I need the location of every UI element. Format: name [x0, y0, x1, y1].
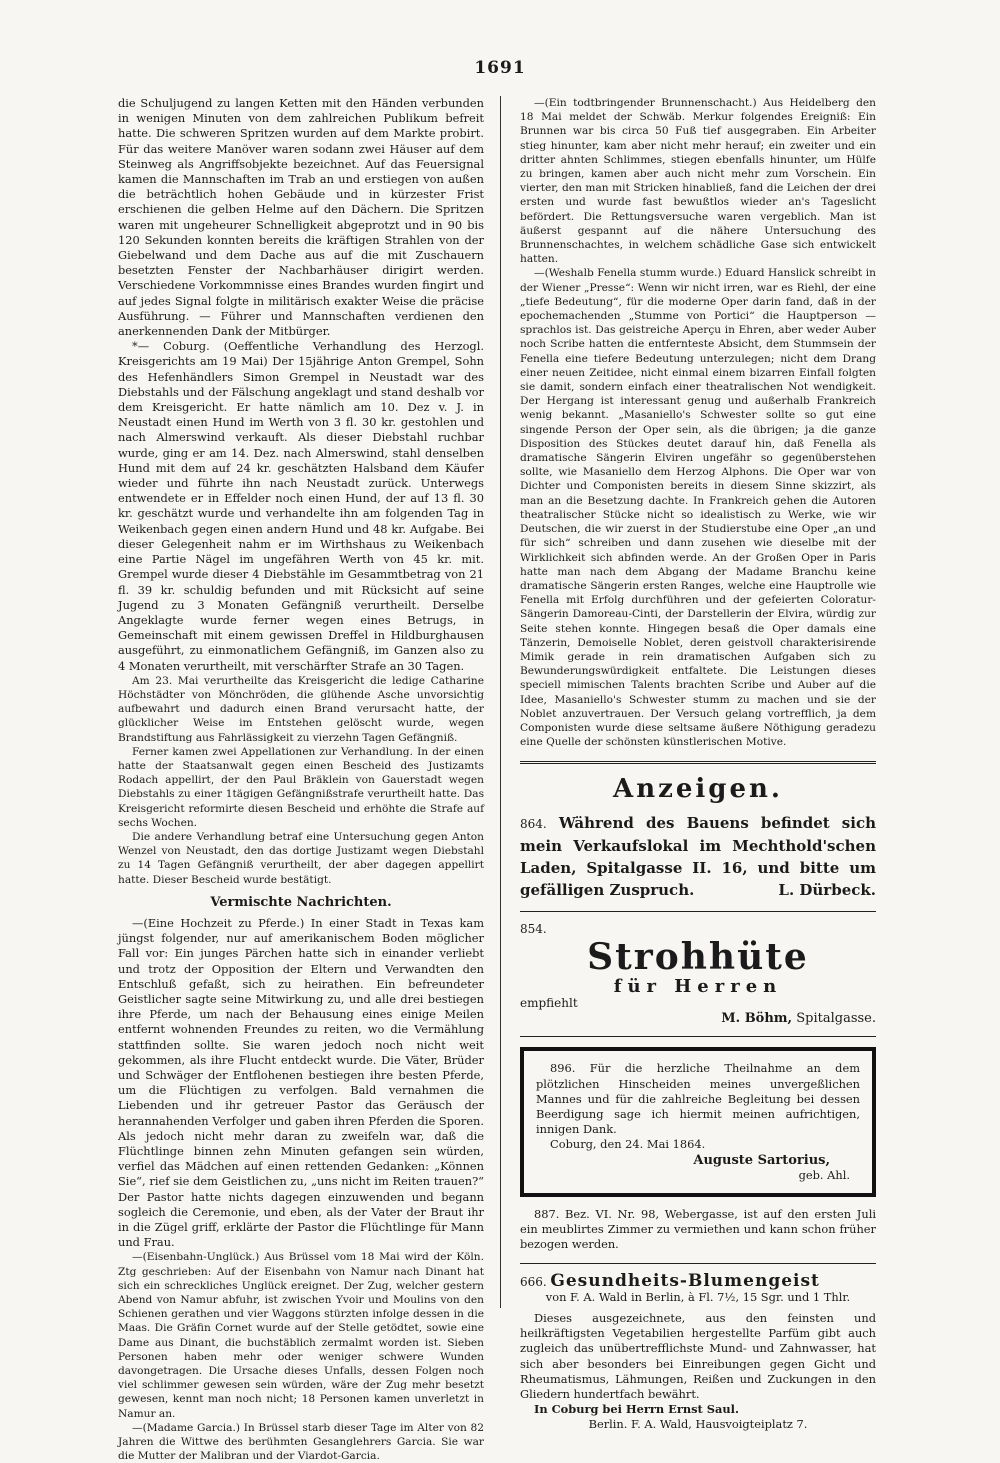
ad-854-signature: M. Böhm, [721, 1011, 793, 1027]
ad-896-place: Coburg, den 24. Mai 1864. [550, 1137, 706, 1152]
article-fenella: —(Weshalb Fenella stumm wurde.) Eduard Hanslick schreibt in der Wiener „Presse“: Wenn wir nicht irren, war es Riehl, der eine „tiefe Bedeutung“, für die moderne Oper darin fand, daß in der epochemachenden „Stumme von Portici“ die Hauptperson — sprachlos ist. Das geistreiche Aperçu in Ehren, aber weder Auber noch Scribe hatten die entfernteste Absicht, dem Stummsein der Fenella eine tiefere Bedeutung unterzulegen; nicht dem Drang einer neuen Zeitidee, nicht einmal einem bizarren Einfall folgten sie damit, sondern einfach einer theatralischen Not wendigkeit. Der Hergang ist interessant genug und außerhalb Frankreich wenig bekannt. „Masaniello's Schwester sollte so gut eine singende Person der Oper sein, als die übrigen; ja die ganze Disposition des Stückes deutet darauf hin, daß Fenella als dramatische Sängerin Elviren ungefähr so gegenüberstehen sollte, wie Masaniello dem Herzog Alphons. Die Oper war von Dichter und Componisten bereits in diesem Sinne skizzirt, als man an die Besetzung dachte. In Frankreich gehen die Autoren theatralischer Stücke nicht so idealistisch zu Werke, wie wir Deutschen, die wir zuerst in der Studierstube eine Oper „an und für sich“ schreiben und dann zusehen wie dieselbe mit der Wirklichkeit sich abfinden werde. An der Großen Oper in Paris hatte man nach dem Abgang der Madame Branchu keine dramatische Sängerin ersten Ranges, welche eine Hauptrolle wie Fenella mit Erfolg durchführen und der gefeierten Coloratur-Sängerin Damoreau-Cinti, der Darstellerin der Elvira, würdig zur Seite stehen konnte. Hingegen besaß die Oper damals eine Tänzerin, Demoiselle Noblet, deren geistvoll charakterisirende Mimik gerade in rein dramatischen Aufgaben sich zu Bewunderungswürdigkeit entfaltete. Die Leistungen dieses speciell mimischen Talents brachten Scribe und Auber auf die Idee, Masaniello's Schwester stumm zu machen und sie der Noblet anzuvertrauen. Der Versuch gelang vortrefflich, ja dem Componisten wurde diese seltsame äußere Nöthigung geradezu eine Quelle der schönsten künstlerischen Motive. [520, 267, 876, 749]
ad-666-title: Gesundheits-Blumengeist [550, 1270, 820, 1291]
ad-666 [520, 1270, 876, 1433]
article-wedding-horseback: —(Eine Hochzeit zu Pferde.) In einer Stadt in Texas kam jüngst folgender, nur auf amerikanischem Boden möglicher Fall vor: Ein junges Pärchen hatte sich in einander verliebt und trotz der Opposition der Eltern und Verwandten den Entschluß gefaßt, sich zu heirathen. Ein befreundeter Geistlicher sagte seine Mitwirkung zu, und alle drei bestiegen ihre Pferde, um nach der Behausung eines einige Meilen entfernt wohnenden Freundes zu reiten, wo die Vermählung stattfinden sollte. Sie waren jedoch noch nicht weit gekommen, als ihre Flucht entdeckt wurde. Die Väter, Brüder und Schwäger der Entflohenen bestiegen ihre besten Pferde, um die Flüchtigen zu verfolgen. Bald vernahmen die Liebenden und ihr getreuer Pastor das Geräusch der herannahenden Verfolger und gaben ihren Pferden die Sporen. Als jedoch nicht mehr daran zu zweifeln war, daß die Flüchtlinge binnen zehn Minuten gefangen sein würden, verfiel das Mädchen auf einen rettenden Gedanken: „Können Sie“, rief sie dem Geistlichen zu, „uns nicht im Reiten trauen?“ Der Pastor hatte nichts dagegen einzuwenden und begann sogleich die Ceremonie, und eben, als der Vater der Braut ihr in die Zügel griff, erklärte der Pastor die Flüchtlinge für Mann und Frau. [118, 915, 484, 1250]
left-column [118, 96, 484, 1463]
ad-666-number: 666. [520, 1274, 547, 1289]
article-court-may23: Am 23. Mai verurtheilte das Kreisgericht die ledige Catharine Höchstädter von Mönchröden, die glühende Asche unvorsichtig aufbewahrt und dadurch einen Brand verursacht hatte, der glücklicher Weise im Entstehen gelöscht wurde, wegen Brandstiftung aus Fahrlässigkeit zu vierzehn Tagen Gefängniß. [118, 674, 484, 744]
ad-887: 887. Bez. VI. Nr. 98, Webergasse, ist auf den ersten Juli ein meublirtes Zimmer zu vermiethen und kann schon früher bezogen werden. [520, 1206, 876, 1252]
ad-854-title: Strohhüte [587, 935, 809, 978]
ad-864-signature: L. Dürbeck. [778, 880, 876, 899]
ad-896-signature-line2: geb. Ahl. [798, 1167, 850, 1182]
article-wenzel: Die andere Verhandlung betraf eine Untersuchung gegen Anton Wenzel von Neustadt, den das dortige Justizamt wegen Diebstahl zu 14 Tagen Gefängniß verurtheilt, der aber dagegen appellirt hatte. Dieser Bescheid wurde bestätigt. [118, 830, 484, 886]
article-appeals: Ferner kamen zwei Appellationen zur Verhandlung. In der einen hatte der Staatsanwalt gegen einen Bescheid des Justizamts Rodach appellirt, der den Paul Bräklein von Gauerstadt wegen Diebstahls zu einer 1tägigen Gefängnißstrafe verurtheilt hatte. Das Kreisgericht reformirte diesen Bescheid und erhöhte die Strafe auf sechs Wochen. [118, 745, 484, 829]
ad-854-recommends: empfiehlt [520, 995, 578, 1010]
article-deadly-well: —(Ein todtbringender Brunnenschacht.) Aus Heidelberg den 18 Mai meldet der Schwäb. Merkur folgendes Ereigniß: Ein Brunnen war bis circa 50 Fuß tief ausgegraben. Ein Arbeiter stieg hinunter, kam aber nicht mehr herauf; ein zweiter und ein dritter ahnten Schlimmes, stiegen ebenfalls hinunter, um Hülfe zu bringen, kamen aber auch nicht mehr zum Vorschein. Ein vierter, den man mit Stricken hinabließ, fand die Leichen der drei ersten und wurde fast bewußtlos wieder an's Tageslicht befördert. Die Rettungsversuche waren vergeblich. Man ist äußerst gespannt auf die nähere Untersuchung des Brunnenschachtes, in welchem schädliche Gase sich entwickelt hatten. [520, 97, 876, 266]
divider [520, 1036, 876, 1037]
ad-854 [520, 922, 876, 1027]
ad-666-coburg: In Coburg bei Herrn Ernst Saul. [534, 1402, 739, 1417]
ad-666-text: Dieses ausgezeichnete, aus den feinsten und heilkräftigsten Vegetabilien hergestellte Parfüm gibt auch zugleich das unübertrefflichste Mund- und Zahnwasser, hat sich aber besonders bei Einreibungen gegen Gicht und Rheumatismus, Lähmungen, Reißen und Zuckungen in den Gliedern hundertfach bewährt. [520, 1311, 876, 1402]
divider [520, 1263, 876, 1264]
ad-896-signature: Auguste Sartorius, [693, 1152, 830, 1168]
divider [520, 761, 876, 764]
article-railway-accident: —(Eisenbahn-Unglück.) Aus Brüssel vom 18 Mai wird der Köln. Ztg geschrieben: Auf der Eisenbahn von Namur nach Dinant hat sich ein schreckliches Unglück ereignet. Der Zug, welcher gestern Abend von Namur abfuhr, ist zwischen Yvoir und Moulins von den Schienen gerathen und vier Waggons stürzten infolge dessen in die Maas. Die Gräfin Cornet wurde auf der Stelle getödtet, sowie eine Dame aus Dinant, die buchstäblich zermalmt worden ist. Sieben Personen haben mehr oder weniger schwere Wunden davongetragen. Die Ursache dieses Unfalls, dessen Folgen noch viel schlimmer gewesen sein würden, wäre der Zug mehr besetzt gewesen, kennt man noch nicht; 18 Personen kamen unverletzt in Namur an. [118, 1251, 484, 1420]
article-fire-drill-end: die Schuljugend zu langen Ketten mit den Händen verbunden in wenigen Minuten von dem zahlreichen Publikum befreit hatte. Die schweren Spritzen wurden auf dem Markte probirt. Für das weitere Manöver waren sodann zwei Häuser auf dem Steinweg als Angriffsobjekte bezeichnet. Auf das Feuersignal kamen die Mannschaften im Trab an und erstiegen von außen die beträchtlich hohen Gebäude und in kürzester Frist erschienen die gelben Helme auf den Dächern. Die Spritzen waren mit ungeheurer Schnelligkeit abgeprotzt und in 90 bis 120 Sekunden konnten bereits die kräftigen Strahlen von der Giebelwand und dem Dache aus auf die mit Zuschauern besetzten Fenster der Nachbarhäuser dirigirt werden. Verschiedene Vorkommnisse eines Brandes wurden fingirt und auf jedes Signal folgte in militärisch exakter Weise die präcise Ausführung. — Führer und Mannschaften verdienen den anerkennenden Dank der Mitbürger. [118, 96, 484, 339]
divider [520, 911, 876, 912]
article-coburg-court: *— Coburg. (Oeffentliche Verhandlung des Herzogl. Kreisgerichts am 19 Mai) Der 15jährige Anton Grempel, Sohn des Hefenhändlers Simon Grempel in Neustadt war des Diebstahls und der Fälschung angeklagt und stand deshalb vor dem Kreisgericht. Er hatte nämlich am 10. Dez v. J. in Neustadt einen Hund im Werth von 3 fl. 30 kr. gestohlen und nach Almerswind verkauft. Als dieser Diebstahl ruchbar wurde, ging er am 14. Dez. nach Almerswind, stahl denselben Hund mit dem auf 24 kr. geschätzten Halsband dem Käufer wieder und führte ihn nach Neustadt zurück. Unterwegs entwendete er in Effelder noch einen Hund, der auf 13 fl. 30 kr. geschätzt wurde und verhandelte ihn am folgenden Tag in Weikenbach gegen einen andern Hund und 48 kr. Aufgabe. Bei dieser Gelegenheit nahm er im Wirthshaus zu Weikenbach eine Partie Nägel im ungefähren Werth von 45 kr. mit. Grempel wurde dieser 4 Diebstähle im Gesammtbetrag von 21 fl. 39 kr. schuldig befunden und mit Rücksicht auf seine Jugend zu 3 Monaten Gefängniß verurtheilt. Derselbe Angeklagte wurde ferner wegen eines Betrugs, in Gemeinschaft mit einem gewissen Dreffel in Hildburghausen ausgeführt, zu einmonatlichem Gefängniß, im Ganzen also zu 4 Monaten verurtheilt, mit verschärfter Strafe an 30 Tagen. [118, 339, 484, 673]
ad-854-place: Spitalgasse. [796, 1011, 876, 1027]
column-divider [500, 96, 501, 1308]
ad-896-text: 896. Für die herzliche Theilnahme an dem plötzlichen Hinscheiden meines unvergeßlichen Mannes und für die zahlreiche Begleitung bei dessen Beerdigung sage ich hiermit meinen aufrichtigen, innigen Dank. [536, 1061, 860, 1137]
ad-864-text: Während des Bauens befindet sich mein Verkaufslokal im Mechthold'schen Laden, Spitalgasse II. 16, und bitte um gefälligen Zuspruch. [520, 813, 876, 899]
ad-854-number: 854. [520, 921, 547, 936]
ad-854-subtitle: für Herren [613, 975, 783, 997]
ad-864 [520, 812, 876, 901]
ad-666-price-line: von F. A. Wald in Berlin, à Fl. 7½, 15 Sgr. und 1 Thlr. [545, 1289, 851, 1304]
ad-666-berlin: Berlin. F. A. Wald, Hausvoigteiplatz 7. [588, 1417, 808, 1432]
section-title-ads: Anzeigen. [613, 774, 783, 805]
article-madame-garcia: —(Madame Garcia.) In Brüssel starb dieser Tage im Alter von 82 Jahren die Wittwe des berühmten Gesanglehrers Garcia. Sie war die Mutter der Malibran und der Viardot-Garcia. [118, 1421, 484, 1463]
right-column [520, 96, 876, 1433]
ad-896-obituary [520, 1047, 876, 1197]
ad-864-number: 864. [520, 816, 547, 831]
page-number: 1691 [474, 58, 526, 78]
section-title-misc-news: Vermischte Nachrichten. [210, 894, 392, 910]
